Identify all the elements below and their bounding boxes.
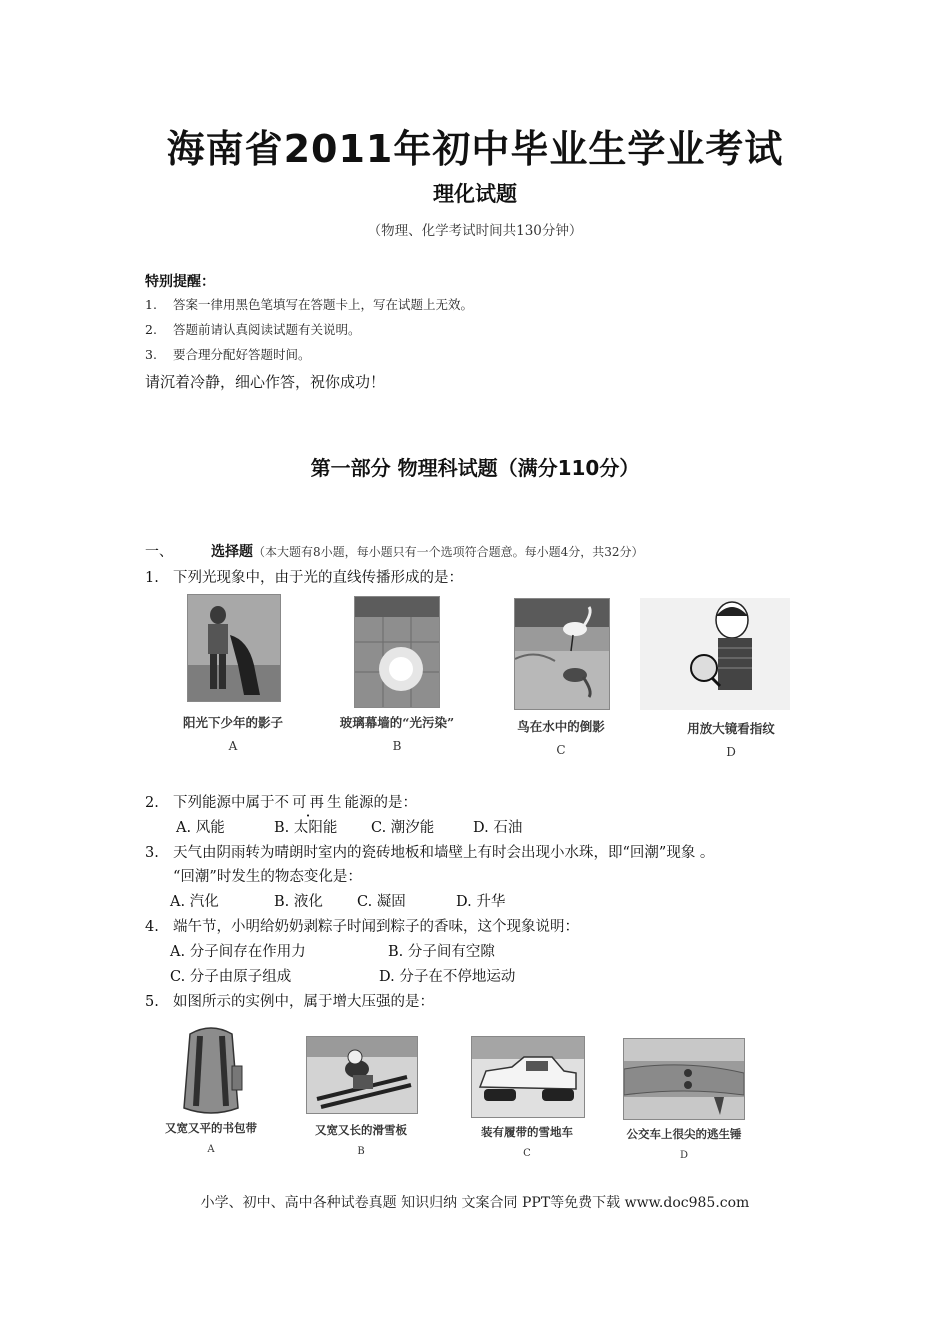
exam-subtitle: 理化试题 [433, 182, 517, 206]
question-text: 如图所示的实例中，属于增大压强的是： [173, 994, 434, 1010]
question-text: 下列能源中属于 [173, 795, 275, 811]
question-5 [145, 990, 434, 1011]
reminder-item-num: 3. [145, 347, 157, 362]
image-letter: B [357, 1146, 365, 1157]
option: C. 分子由原子组成 [170, 969, 292, 985]
option: D. 升华 [456, 894, 506, 910]
image-caption: 又宽又平的书包带 [165, 1121, 257, 1135]
question-text: 天气由阴雨转为晴朗时室内的瓷砖地板和墙壁上有时会出现小水珠，即“回潮”现象 。 [173, 845, 715, 861]
question-4 [145, 915, 579, 936]
part-title: 第一部分 物理科试题（满分110分） [310, 456, 640, 480]
option: B. 分子间有空隙 [388, 944, 495, 960]
question-num: 3. [145, 845, 159, 861]
question-num: 5. [145, 994, 159, 1010]
bird-reflection-photo [514, 598, 610, 710]
reminder-item-text: 答案一律用黑色笔填写在答题卡上，写在试题上无效。 [173, 297, 474, 312]
image-caption: 又宽又长的滑雪板 [315, 1123, 407, 1137]
exam-time-note: （物理、化学考试时间共130分钟） [367, 223, 583, 239]
question-text: 端午节，小明给奶奶剥粽子时闻到粽子的香味，这个现象说明： [173, 919, 579, 935]
image-letter: B [392, 739, 402, 753]
section-desc: （本大题有8小题，每小题只有一个选项符合题意。每小题4分，共32分） [253, 545, 644, 559]
question-num: 1. [145, 570, 159, 586]
section-num: 一、 [145, 544, 173, 560]
option: B. 太阳能 [274, 820, 338, 836]
glass-wall-photo [354, 596, 440, 708]
question-text: 能源的是： [344, 795, 417, 811]
reminder-heading: 特别提醒： [145, 274, 215, 290]
reminder-item [145, 320, 361, 338]
reminder-item-text: 答题前请认真阅读试题有关说明。 [173, 322, 361, 337]
question-text: 下列光现象中，由于光的直线传播形成的是： [173, 570, 463, 586]
option: C. 凝固 [357, 894, 406, 910]
reminder-item [145, 345, 311, 363]
image-caption: 玻璃幕墙的“光污染” [339, 715, 455, 730]
emphasis-text: 不可再生 [274, 795, 345, 811]
option: A. 风能 [176, 820, 225, 836]
option: A. 汽化 [170, 894, 219, 910]
question-1 [145, 566, 463, 587]
reminder-wish: 请沉着冷静，细心作答，祝你成功！ [145, 373, 386, 391]
question-2 [145, 791, 417, 812]
image-caption: 用放大镜看指纹 [687, 721, 775, 736]
reminder-item-num: 1. [145, 297, 157, 312]
section-title: 选择题 [211, 544, 253, 560]
option: D. 石油 [473, 820, 523, 836]
page-footer: 小学、初中、高中各种试卷真题 知识归纳 文案合同 PPT等免费下载 www.doc985.com [200, 1195, 750, 1211]
image-letter: A [207, 1144, 215, 1155]
image-caption: 公交车上很尖的逃生锤 [626, 1127, 742, 1141]
option: A. 分子间存在作用力 [170, 944, 306, 960]
magnifier-photo [640, 598, 790, 710]
image-letter: A [228, 739, 238, 753]
image-letter: C [523, 1148, 531, 1159]
question-num: 4. [145, 919, 159, 935]
snow-truck-photo [471, 1036, 585, 1118]
image-caption: 鸟在水中的倒影 [517, 719, 605, 734]
reminder-item [145, 295, 473, 313]
image-caption: 阳光下少年的影子 [182, 715, 283, 730]
image-letter: D [726, 745, 736, 759]
image-letter: D [679, 1150, 689, 1161]
image-caption: 装有履带的雪地车 [481, 1125, 573, 1139]
option: D. 分子在不停地运动 [379, 969, 516, 985]
option: B. 液化 [274, 894, 323, 910]
section-heading [145, 541, 644, 561]
exam-title: 海南省2011年初中毕业生学业考试 [166, 127, 784, 171]
option: C. 潮汐能 [371, 820, 435, 836]
question-text-line2: “回潮”时发生的物态变化是： [173, 869, 362, 885]
backpack-photo [172, 1026, 250, 1116]
shadow-photo [187, 594, 281, 702]
question-num: 2. [145, 795, 159, 811]
image-letter: C [556, 743, 566, 757]
escape-hammer-photo [623, 1038, 745, 1120]
ski-photo [306, 1036, 418, 1114]
question-3 [145, 841, 714, 862]
reminder-item-text: 要合理分配好答题时间。 [173, 347, 311, 362]
reminder-item-num: 2. [145, 322, 157, 337]
